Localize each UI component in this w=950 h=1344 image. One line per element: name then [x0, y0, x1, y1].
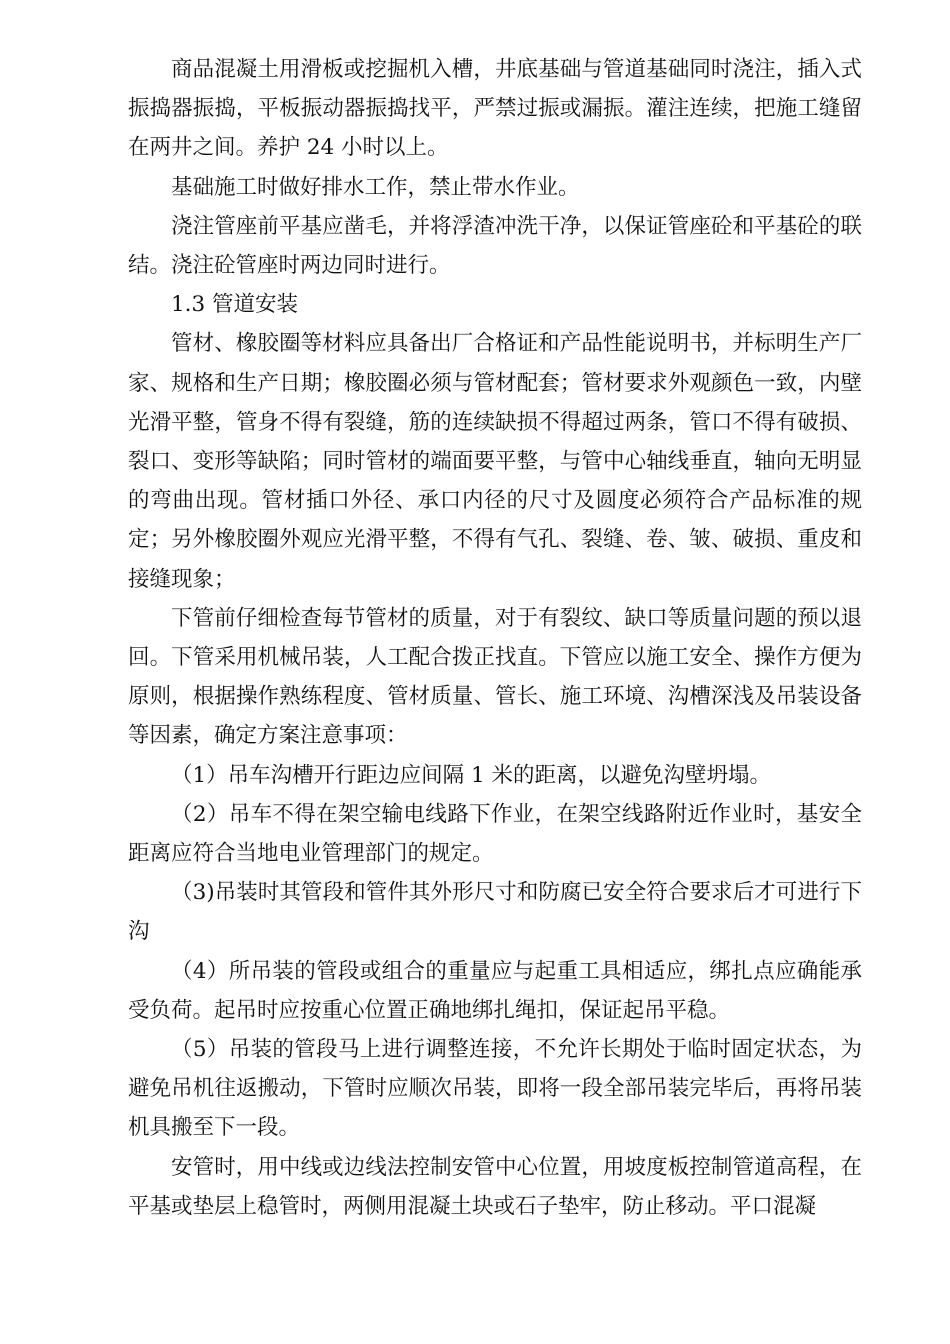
list-item-1: （1）吊车沟槽开行距边应间隔 1 米的距离，以避免沟壁坍塌。 [171, 762, 772, 788]
list-item-4: （4）所吊装的管段或组合的重量应与起重工具相适应，绑扎点应确能承受负荷。起吊时应按重心位置正确地绑扎绳扣，保证起吊平稳。 [128, 958, 862, 1023]
list-item-3: （3)吊装时其管段和管件其外形尺寸和防腐已安全符合要求后才可进行下沟 [128, 880, 862, 945]
list-item-5: （5）吊装的管段马上进行调整连接，不允许长期处于临时固定状态，为避免吊机往返搬动，下管时应顺次吊装，即将一段全部吊装完毕后，再将吊装机具搬至下一段。 [128, 1037, 862, 1141]
list-item-2: （2）吊车不得在架空输电线路下作业，在架空线路附近作业时，基安全距离应符合当地电业管理部门的规定。 [128, 801, 862, 867]
paragraph-pipe-laying: 安管时，用中线或边线法控制安管中心位置，用坡度板控制管道高程，在平基或垫层上稳管时，两侧用混凝土块或石子垫牢，防止移动。平口混凝 [128, 1154, 862, 1219]
paragraph-pipe-seat: 浇注管座前平基应凿毛，并将浮渣冲洗干净，以保证管座砼和平基砼的联结。浇注砼管座时两边同时进行。 [128, 213, 862, 279]
paragraph-lowering-pipes: 下管前仔细检查每节管材的质量，对于有裂纹、缺口等质量问题的预以退回。下管采用机械吊装，人工配合拨正找直。下管应以施工安全、操作方便为原则，根据操作熟练程度、管材质量、管长、施工环境、沟槽深浅及吊装设备等因素，确定方案注意事项： [128, 605, 862, 749]
paragraph-drainage: 基础施工时做好排水工作，禁止带水作业。 [171, 174, 580, 200]
paragraph-concrete-foundation: 商品混凝土用滑板或挖掘机入槽，井底基础与管道基础同时浇注，插入式振捣器振捣，平板振动器振捣找平，严禁过振或漏振。灌注连续，把施工缝留在两井之间。养护 24 小时以上。 [128, 57, 862, 161]
document-page [128, 50, 862, 1226]
section-heading-pipe-installation: 1.3 管道安装 [171, 292, 299, 318]
paragraph-pipe-materials: 管材、橡胶圈等材料应具备出厂合格证和产品性能说明书，并标明生产厂家、规格和生产日期；橡胶圈必须与管材配套；管材要求外观颜色一致，内壁光滑平整，管身不得有裂缝，筋的连续缺损不得超过两条，管口不得有破损、裂口、变形等缺陷；同时管材的端面要平整，与管中心轴线垂直，轴向无明显的弯曲出现。管材插口外径、承口内径的尺寸及圆度必须符合产品标准的规定；另外橡胶圈外观应光滑平整，不得有气孔、裂缝、卷、皱、破损、重皮和接缝现象； [128, 331, 862, 592]
